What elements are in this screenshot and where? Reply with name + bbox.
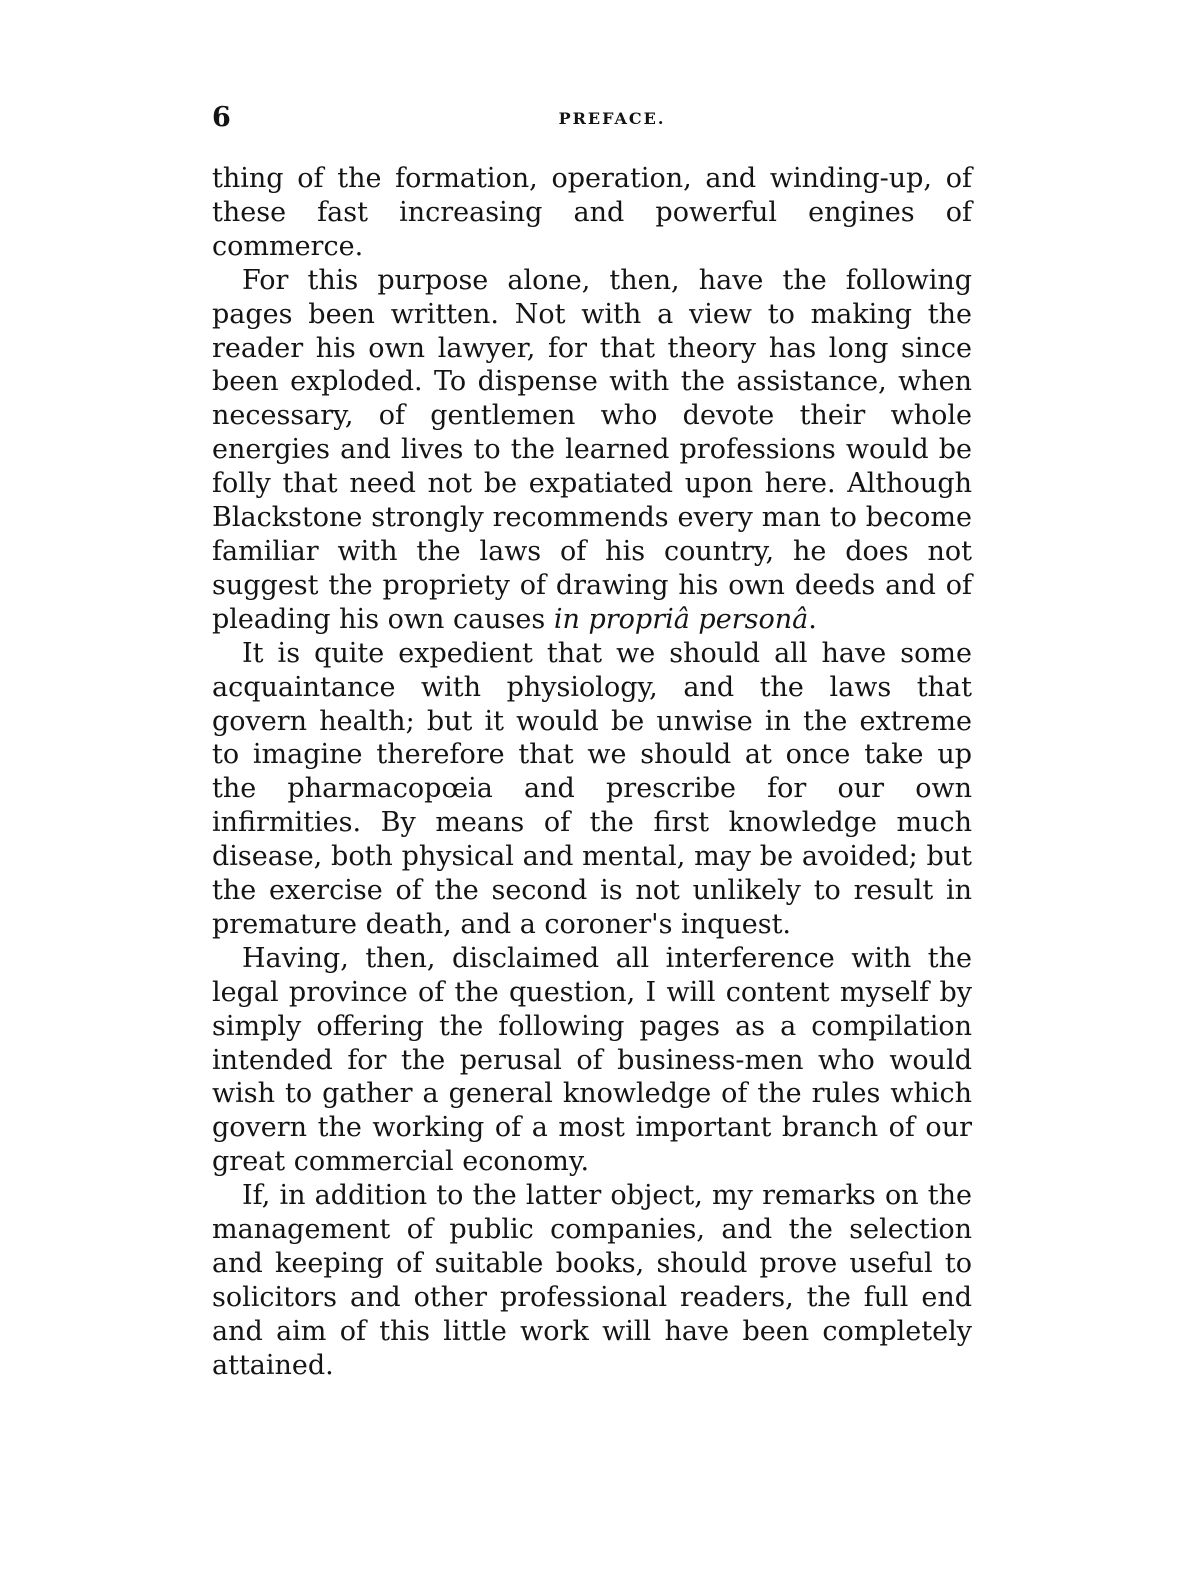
running-head (212, 100, 972, 140)
paragraph-purpose (212, 264, 972, 637)
paragraph-purpose-end: . (808, 603, 817, 635)
paragraph-conclusion: If, in addition to the latter object, my remarks on the management of public companies, and the selection and keeping of suitable books, should prove useful to solicitors and other professional readers, the full end and aim of this little work will have been completely attained. (212, 1180, 972, 1381)
page-number: 6 (212, 102, 231, 133)
body-text (212, 162, 972, 1383)
paragraph-purpose-text: For this purpose alone, then, have the following pages been written. Not with a view to making the reader his own lawyer, for that theory has long since been exploded. To dispense with the assistance, when necessary, of gentlemen who devote their whole energies and lives to the learned professions would be folly that need not be expatiated upon here. Although Blackstone strongly recommends every man to become familiar with the laws of his country, he does not suggest the propriety of drawing his own deeds and of pleading his own causes (212, 264, 972, 635)
running-title: PREFACE. (558, 109, 666, 128)
latin-phrase: in propriâ personâ (553, 603, 809, 635)
paragraph-disclaimer: Having, then, disclaimed all interference with the legal province of the question, I will content myself by simply offering the following pages as a compilation intended for the perusal of business-men who would wish to gather a general knowledge of the rules which govern the working of a most important branch of our great commercial economy. (212, 942, 972, 1178)
paragraph-continuation: thing of the formation, operation, and winding-up, of these fast increasing and powerful engines of commerce. (212, 163, 972, 262)
paragraph-physiology: It is quite expedient that we should all have some acquaintance with physiology, and the laws that govern health; but it would be unwise in the extreme to imagine therefore that we should at once take up the pharmacopœia and prescribe for our own infirmities. By means of the first knowledge much disease, both physical and mental, may be avoided; but the exercise of the second is not unlikely to result in premature death, and a coroner's inquest. (212, 637, 972, 940)
